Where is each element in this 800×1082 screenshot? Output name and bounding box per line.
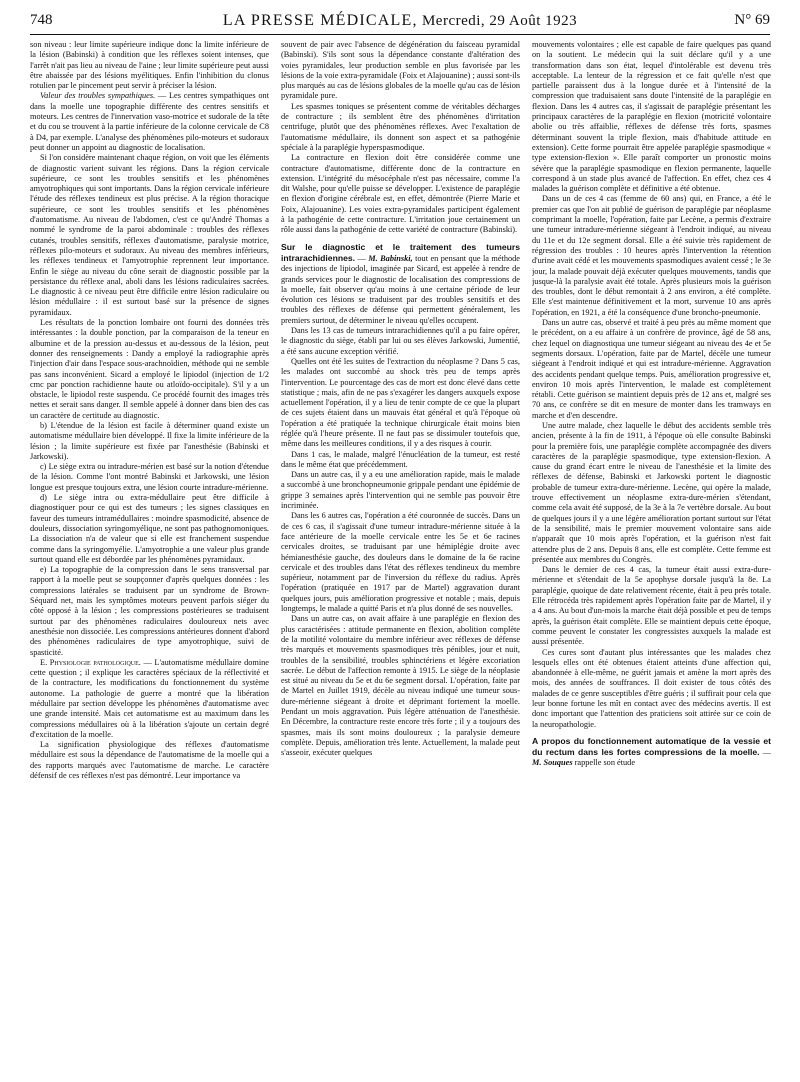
paragraph: Une autre malade, chez laquelle le début des accidents semble très ancien, présente à la fin de 1911, à l'époque où elle consulte Babinski pour la première fois, une paraplégie complète accompagnée des divers caractères de la paraplégie spasmodique, type extension-flexion. A cause du grand écart entre le niveau de l'anesthésie et la limite des réflexes de défense, Babinski et Jarkowski portent le diagnostic probable de tumeur extra-dure-mérienne. Lecène, qui opère la malade, trouve effectivement un néoplasme extra-dure-mérien s'étendant, comme cela avait été supposé, de la 3e à la 7e vertèbre dorsale. Au bout de quelques jours il y a une légère amélioration portant surtout sur l'état de la sensibilité, mais le premier mouvement volontaire sans aide n'apparaît que 10 mois après l'opération, et la guérison n'est fait attendre plus de 2 ans. Depuis 8 ans, elle est complète. Cette femme est présentée aux membres du Congrès. (532, 420, 771, 564)
paragraph: Les résultats de la ponction lombaire ont fourni des données très intéressantes : la double ponction, par la comparaison de la teneur en albumine et de la pression au-dessus et au-dessous de la lésion, peut donner des renseignements : Dandy a employé la radiographie après l'injection d'air dans l'espace sous-arachnoïdien, méthode qui ne semble pas sans inconvénient. Sicard a employé le lipiodol (injection de 1/2 cmc par ponction rachidienne haute ou atloïdo-occipitale). S'il y a un obstacle, le lipiodol reste suspendu. Ce procédé fournit des images très nettes et serait sans danger. Il semble appelé à donner dans bien des cas un caractère de certitude au diagnostic. (30, 318, 269, 420)
paragraph-lead: Valeur des troubles sympathiques. (40, 91, 156, 101)
section-paragraph: Sur le diagnostic et le traitement des tumeurs intrarachidiennes. — M. Babinski, tout en pensant que la méthode des injections de lipiodol, imaginée par Sicard, est appelée à rendre de grands services pour le diagnostic de localisation des compressions de la moelle, fait observer qu'au moins à une certaine période de leur évolution ces lésions se traduisent par des troubles sensitifs et des troubles des réflexes de défense qui permettent généralement, les premiers surtout, de déterminer le niveau qu'elles occupent. (281, 241, 520, 325)
paragraph-text: — L'automatisme médullaire domine cette question ; il explique les caractères spéciaux de la réflectivité et de la contracture, les modifications du fonctionnement du système autonome. La pathologie de guerre a montré que la libération médullaire par section développe les phénomènes d'automatisme avec une grande intensité. Mais cet automatisme est au maximum dans les compressions médullaires où à la libération s'ajoute un certain degré d'excitation de la moelle. (30, 657, 269, 739)
paragraph: e) La topographie de la compression dans le sens transversal par rapport à la moelle peut se soupçonner d'après quelques données : les compressions latérales se traduisent par un syndrome de Brown-Séquard net, mais les symptômes moteurs peuvent parfois siéger du côté opposé à la lésion ; les compressions postérieures se traduisent surtout par des phénomènes radiculaires douloureux nets avec anesthésie non dissociée. Les compressions antérieures donnent d'abord des phénomènes radiculaires de type amyotrophique, suivi de spasticité. (30, 565, 269, 657)
paragraph: Dans les 13 cas de tumeurs intrarachidiennes qu'il a pu faire opérer, le diagnostic du siège, établi par lui ou ses élèves Jarkowski, Jumentié, a été sans aucune exception vérifié. (281, 326, 520, 356)
paragraph-lead: E. Physiologie pathologique. (40, 657, 141, 667)
issue-number: N° 69 (734, 12, 770, 28)
paragraph: souvent de pair avec l'absence de dégénération du faisceau pyramidal (Babinski). S'ils sont sous la dépendance constante d'altération des voies pyramidales, leur production semble en plus favorisée par les lésions de la voie extra-pyramidale (Foix et Alajouanine) ; aussi sont-ils plus marqués au cas de lésions globales de la moelle qu'au cas de lésion pyramidale pure. (281, 40, 520, 101)
paragraph: Ces cures sont d'autant plus intéressantes que les malades chez lesquels elles ont été obtenues étaient atteints d'une affection qui, abandonnée à elle-même, ne guérit jamais et amène la mort après des mois, des années de souffrances. Il doit exister de tous côtés des malades de ce genre susceptibles d'être guéris ; il suffirait pour cela que leur bonne fortune les mît en contact avec des médecins avertis. Il est donc important que l'attention des praticiens soit attirée sur ce coin de la neuropathologie. (532, 647, 771, 729)
paragraph: c) Le siège extra ou intradure-mérien est basé sur la notion d'étendue de la lésion. Comme l'ont montré Babinski et Jarkowski, une lésion longue est presque toujours extra, une lésion courte intradure-mérienne. (30, 462, 269, 492)
running-title (30, 12, 770, 30)
paragraph: Les spasmes toniques se présentent comme de véritables décharges de contracture ; ils semblent être des phénomènes d'irritation centrifuge, plutôt que des phénomènes réflexes. Avec l'exaltation de l'automatisme médullaire, ils donnent son aspect et sa pathogénie spéciale à la paraplégie hyperspasmodique. (281, 101, 520, 152)
paragraph: La contracture en flexion doit être considérée comme une contracture d'automatisme, différente donc de la contracture en extension. L'intégrité du mésocéphale n'est pas nécessaire, comme l'a dit Walshe, pour qu'elle puisse se développer. L'existence de paraplégie en flexion d'origine cérébrale est, en effet, démontrée (Pierre Marie et Foix, Alajouanine). Les voies extra-pyramidales participent également à la pathogénie de cette contracture. L'irritation joue certainement un rôle aussi dans la pathogénie de cette variété de contracture (Babinski). (281, 153, 520, 235)
section-title: A propos du fonctionnement automatique de la vessie et du rectum dans les fortes compressions de la moelle. (532, 735, 771, 758)
page-header (30, 12, 770, 35)
paragraph: Quelles ont été les suites de l'extraction du néoplasme ? Dans 5 cas, les malades ont succombé au shock très peu de temps après l'intervention. Le pourcentage des cas de mort est donc élevé dans cette statistique ; mais, afin de ne pas s'exagérer les dangers auxquels expose actuellement l'opération, il y a lieu de tenir compte de ce que la plupart de ces sujets étaient dans un mauvais état général et qu'à l'époque où l'opération a été pratiquée la technique chirurgicale était moins bien réglée qu'à l'heure présente. Il ne faut pas se dissimuler toutefois que, même dans les meilleures conditions, il y a des risques à courir. (281, 356, 520, 449)
journal-name: LA PRESSE MÉDICALE, (222, 12, 418, 29)
paragraph: Dans un autre cas, observé et traité à peu près au même moment que le précédent, on a eu affaire à un confrère de province, âgé de 58 ans, chez lequel on diagnostiqua une tumeur siégeant au niveau des 4e et 5e segments dorsaux. L'opération, faite par de Martel, décèle une tumeur siégeant à l'endroit indiqué et qui est intradure-mérienne. Aggravation des accidents pendant quelque temps. Puis, amélioration progressive et, environ 10 mois après l'intervention, le malade est complètement rétabli. Cette guérison se maintient depuis près de 12 ans et, malgré ses 70 ans, ce confrère se dit en mesure de monter dans les tramways en marche et d'en descendre. (532, 318, 771, 420)
text-column-2 (281, 40, 520, 1075)
paragraph: Dans les 6 autres cas, l'opération a été couronnée de succès. Dans un de ces 6 cas, il s'agissait d'une tumeur intradure-mérienne située à la face antérieure de la moelle cervicale entre les 5e et 6e racines cervicales droites, se traduisant par une hémiplégie droite avec hémianesthésie gauche, des douleurs dans le domaine de la 6e racine cervicale et des troubles dans l'état des réflexes tendineux du membre supérieur, notamment par de l'inversion du réflexe du radius. Après l'opération (pratiquée en 1917 par de Martel) aggravation durant quelques jours, puis amélioration progressive et notable ; mais, depuis longtemps, le malade a quitté Paris et n'a plus donné de ses nouvelles. (281, 511, 520, 614)
section-title: Sur le diagnostic et le traitement des tumeurs intrarachidiennes. (281, 241, 520, 263)
paragraph: mouvements volontaires ; elle est capable de faire quelques pas quand on la soutient. Le médecin qui la suit déclare qu'il y a une transformation dans son état, lequel d'intolérable est devenu très acceptable. La lenteur de la régression et ce fait qu'elle n'est que partielle paraissent dus à la longue durée et à l'intensité de la compression que traduisaient sans doute l'intensité de la paraplégie en flexion. Dans les 4 autres cas, il s'agissait de paraplégie présentant les principaux caractères de la paraplégie en flexion (motricité volontaire abolie ou très affaiblie, réflexes de défense très forts, spasmes déterminant souvent la triple flexion, mais d'habitude attitude en extension). Cette forme pourrait être appelée paraplégie spasmodique « type extension-flexion ». Elle paraît comporter un pronostic moins sévère que la paraplégie spasmodique en flexion permanente, laquelle correspond à un stade plus avancé de l'affection. En effet, chez ces 4 malades la guérison complète et définitive a été obtenue. (532, 40, 771, 194)
paragraph: d) Le siège intra ou extra-médullaire peut être difficile à diagnostiquer pour ce qui est des tumeurs ; les signes classiques en faveur des tumeurs intramédullaires : moindre spasmodicité, absence de douleurs, dissociation syringomyélique, ne sont pas pathognomoniques. La dissociation n'a de valeur que si elle est franchement suspendue comme dans la syringomyélie. L'amyotrophie a une valeur plus grande surtout quand elle est débordée par les phénomènes pyramidaux. (30, 493, 269, 564)
paragraph (30, 658, 269, 740)
paragraph: La signification physiologique des réflexes d'automatisme médullaire est sous la dépendance de l'automatisme de la moelle qui a des rapports marqués avec l'automatisme de marche. Le caractère défensif de ces réflexes n'est pas démontré. Leur importance va (30, 740, 269, 781)
text-column-1 (30, 40, 269, 1075)
section-author: M. Babinski, (368, 253, 413, 263)
page-number: 748 (30, 12, 53, 28)
paragraph: Dans 1 cas, le malade, malgré l'énucléation de la tumeur, est resté dans le même état que précédemment. (281, 449, 520, 469)
paragraph-text: rappelle son étude (572, 758, 636, 768)
paragraph: Dans le dernier de ces 4 cas, la tumeur était aussi extra-dure-mérienne et s'étendait de la 5e apophyse dorsale jusqu'à la 8e. La paraplégie, quoique de date relativement récente, était à peu près totale. Elle rétrocéda très rapidement après l'opération faite par de Martel, il y a 4 ans. Au bout d'un-mois la marche était déjà possible et peu de temps après, la guérison était complète. Elle se maintient depuis cette époque, comme peuvent le constater les congressistes auxquels la malade est aussi présentée. (532, 565, 771, 647)
paragraph: b) L'étendue de la lésion est facile à déterminer quand existe un automatisme médullaire bien développé. Il fixe la limite inférieure de la lésion ; la limite supérieure est fixée par l'anesthésie (Babinski et Jarkowski). (30, 420, 269, 461)
paragraph-text: — Les centres sympathiques ont dans la moelle une topographie différente des centres sensitifs et moteurs. Les centres de l'innervation vaso-motrice et sudorale de la tête et du cou se trouvent à la partie inférieure de la colonne cervicale de C8 à D4, par exemple. L'analyse des phénomènes pilo-moteurs et sudoraux peut donner un appoint au diagnostic de localisation. (30, 91, 269, 152)
text-column-3 (532, 40, 771, 1075)
paragraph: son niveau : leur limite supérieure indique donc la limite inférieure de la lésion (Babinski) à condition que les réflexes soient intenses, que l'arrêt n'ait pas lieu au niveau de l'aine ; leur limite supérieure peut aussi être abaissée par des lésions myélitiques. Enfin l'inhibition du clonus rotulien par le pincement peut servir à préciser la lésion. (30, 40, 269, 91)
paragraph-text: tout en pensant que la méthode des injections de lipiodol, imaginée par Sicard, est appelée à rendre de grands services pour le diagnostic de localisation des compressions de la moelle, fait observer qu'au moins à une certaine période de leur évolution ces lésions se traduisent par des troubles sensitifs et des troubles des réflexes de défense qui permettent généralement, les premiers surtout, de déterminer le niveau qu'elles occupent. (281, 253, 520, 325)
paragraph: Dans un autre cas, on avait affaire à une paraplégie en flexion des plus caractérisées : attitude permanente en flexion, abolition complète de la motilité volontaire du membre inférieur avec réflexes de défense très marqués et mouvements spasmodiques très pénibles, jour et nuit, troubles de la sensibilité, troubles sphinctériens et légère excoriation sacrée. Le début de l'affection remonte à 1915. Le siège de la néoplasie est situé au niveau du 5e et du 6e segment dorsal. L'opération, faite par de Martel en Juillet 1919, décèle au niveau indiqué une tumeur sous-dure-mérienne siégeant à droite et déprimant fortement la moelle. Pendant un mois aggravation. Puis légère atténuation de l'anesthésie. En Décembre, la contracture reste encore très forte ; il y a toujours des spasmes, mais ils sont moins douloureux ; la paralysie demeure complète. Depuis, amélioration très lente. Actuellement, la malade peut s'asseoir, exécuter quelques (281, 614, 520, 758)
section-author: M. Souques (532, 758, 573, 768)
paragraph: Dans un de ces 4 cas (femme de 60 ans) qui, en France, a été le premier cas que l'on ait publié de guérison de paraplégie par néoplasme comprimant la moelle, l'opération, faite par Lecène, a permis d'extraire une tumeur intradure-mérienne siégeant à l'endroit indiqué, au niveau du 11e et du 12e segment dorsal. Elle a été suivie très rapidement de régression des troubles : 10 heures après l'intervention la rétention d'urine avait cédé et les mouvements spasmodiques avaient cessé ; le 3e jour, la malade pouvait déjà exécuter quelques mouvements, tandis que jusque-là la paralysie avait été totale. Après plusieurs mois la guérison des troubles, dont le début remontait à 2 ans environ, a été complète. Elle s'est maintenue définitivement et la mort, survenue 10 ans après l'opération, en 1921, a été la conséquence d'une broncho-pneumonie. (532, 194, 771, 317)
paragraph: Si l'on considère maintenant chaque région, on voit que les éléments de diagnostic varient suivant les régions. Dans la région cervicale supérieure, ce sont les troubles sensitifs et les phénomènes amyotrophiques qui sont importants. Dans la région cervicale inférieure l'étude des réflexes tendineux est plus précise. A la région thoracique supérieure, ce sont les troubles sensitifs et les phénomènes d'automatisme. Au niveau de l'abdomen, c'est ce qu'André Thomas a nommé le syndrome de la paroi abdominale : troubles des réflexes cutanés, troubles sensitifs, réflexes d'automatisme, paralysie motrice, réflexes pilo-moteurs et sudoraux. Au niveau des membres inférieurs, les réflexes tendineux et l'amyotrophie reprennent leur importance. Enfin le siège au niveau du cône serait de diagnostic possible par la persistance du réflexe anal, aboli dans les lésions radiculaires sacrées. Le diagnostic à ce niveau peut être difficile entre lésion radiculaire ou lésion médullaire : il est surtout basé sur la présence de signes pyramidaux. (30, 153, 269, 317)
issue-date: Mercredi, 29 Août 1923 (421, 13, 578, 29)
paragraph (30, 91, 269, 153)
section-paragraph: A propos du fonctionnement automatique de la vessie et du rectum dans les fortes compressions de la moelle. — M. Souques rappelle son étude (532, 735, 771, 768)
paragraph: Dans un autre cas, il y a eu une amélioration rapide, mais le malade a succombé à une bronchopneumonie grippale pendant une épidémie de grippe 3 semaines après l'intervention qui ne semble pas pouvoir être incriminée. (281, 470, 520, 511)
